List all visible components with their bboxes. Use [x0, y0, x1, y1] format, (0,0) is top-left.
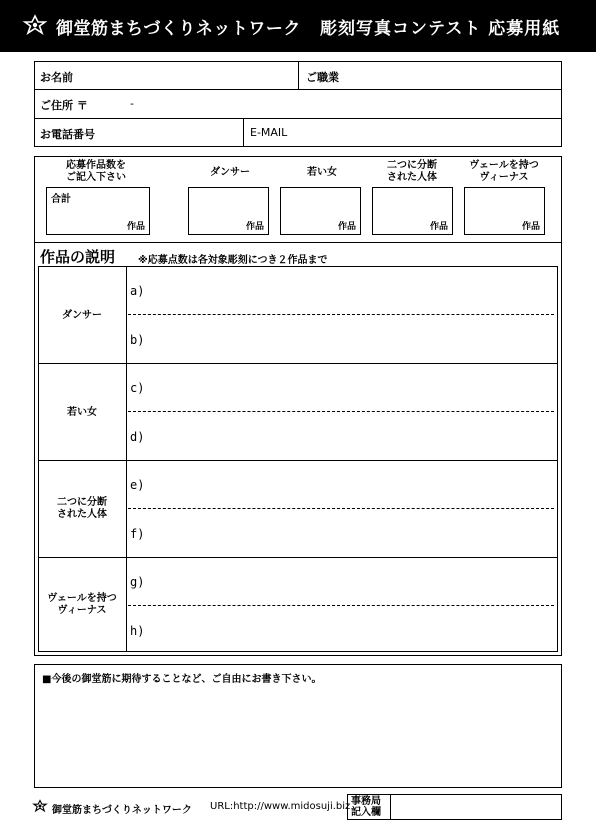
description-title: 作品の説明: [40, 248, 116, 266]
young-woman-count-field[interactable]: [280, 187, 361, 235]
footer-url: URL:http://www.midosuji.biz: [210, 801, 351, 812]
description-field-c[interactable]: [150, 373, 554, 407]
category-head-dancer: ダンサー: [209, 167, 251, 178]
letter-c: c): [130, 381, 145, 395]
header-bar: [0, 0, 596, 52]
description-field-f[interactable]: [150, 514, 554, 552]
occupation-label: ご職業: [306, 71, 339, 84]
address-label: ご住所 〒: [40, 99, 88, 112]
name-field[interactable]: [100, 63, 294, 87]
office-use-label: 事務局 記入欄: [351, 796, 381, 818]
footer-org-name: 御堂筋まちづくりネットワーク: [52, 805, 192, 816]
description-field-a[interactable]: [150, 276, 554, 310]
unit-label: 作品: [245, 222, 264, 232]
network-logo-icon: [22, 12, 48, 38]
unit-label: 作品: [521, 222, 540, 232]
letter-b: b): [130, 333, 145, 347]
postal-dash: -: [130, 97, 134, 110]
name-label: お名前: [40, 71, 73, 84]
comments-field[interactable]: [40, 686, 556, 784]
unit-label: 作品: [337, 222, 356, 232]
description-field-b[interactable]: [150, 320, 554, 358]
description-field-d[interactable]: [150, 417, 554, 455]
description-field-g[interactable]: [150, 567, 554, 601]
office-use-field[interactable]: [392, 796, 560, 818]
category-head-divided-body: 二つに分断 された人体: [387, 160, 437, 183]
entry-count-label: 応募作品数を ご記入下さい: [66, 160, 126, 183]
description-field-h[interactable]: [150, 611, 554, 649]
letter-a: a): [130, 284, 145, 298]
email-label: E-MAIL: [250, 126, 288, 139]
venus-count-field[interactable]: [464, 187, 545, 235]
divided-body-count-field[interactable]: [372, 187, 453, 235]
description-note: ※応募点数は各対象彫刻につき２作品まで: [138, 255, 328, 266]
letter-g: g): [130, 575, 145, 589]
category-head-venus: ヴェールを持つ ヴィーナス: [469, 160, 539, 183]
comments-prompt: ■今後の御堂筋に期待することなど、ご自由にお書き下さい。: [42, 674, 322, 685]
letter-d: d): [130, 430, 145, 444]
dancer-count-field[interactable]: [188, 187, 269, 235]
letter-e: e): [130, 478, 145, 492]
phone-label: お電話番号: [40, 128, 95, 141]
row-name-venus: ヴェールを持つ ヴィーナス: [47, 593, 117, 616]
unit-label: 作品: [126, 222, 145, 232]
row-name-divided-body: 二つに分断 された人体: [57, 497, 107, 520]
occupation-field[interactable]: [350, 63, 558, 87]
category-head-young-woman: 若い女: [307, 167, 337, 178]
description-field-e[interactable]: [150, 470, 554, 504]
address-field[interactable]: [150, 91, 558, 116]
row-name-young-woman: 若い女: [67, 407, 97, 418]
org-name: 御堂筋まちづくりネットワーク: [56, 19, 301, 39]
row-name-dancer: ダンサー: [61, 310, 103, 321]
unit-label: 作品: [429, 222, 448, 232]
total-count-field[interactable]: [46, 187, 150, 235]
network-logo-icon: [32, 798, 48, 814]
letter-h: h): [130, 624, 145, 638]
total-label: 合計: [51, 194, 71, 205]
form-title: 彫刻写真コンテスト 応募用紙: [320, 19, 561, 39]
email-field[interactable]: [300, 120, 558, 145]
letter-f: f): [130, 527, 145, 541]
phone-field[interactable]: [120, 120, 240, 145]
